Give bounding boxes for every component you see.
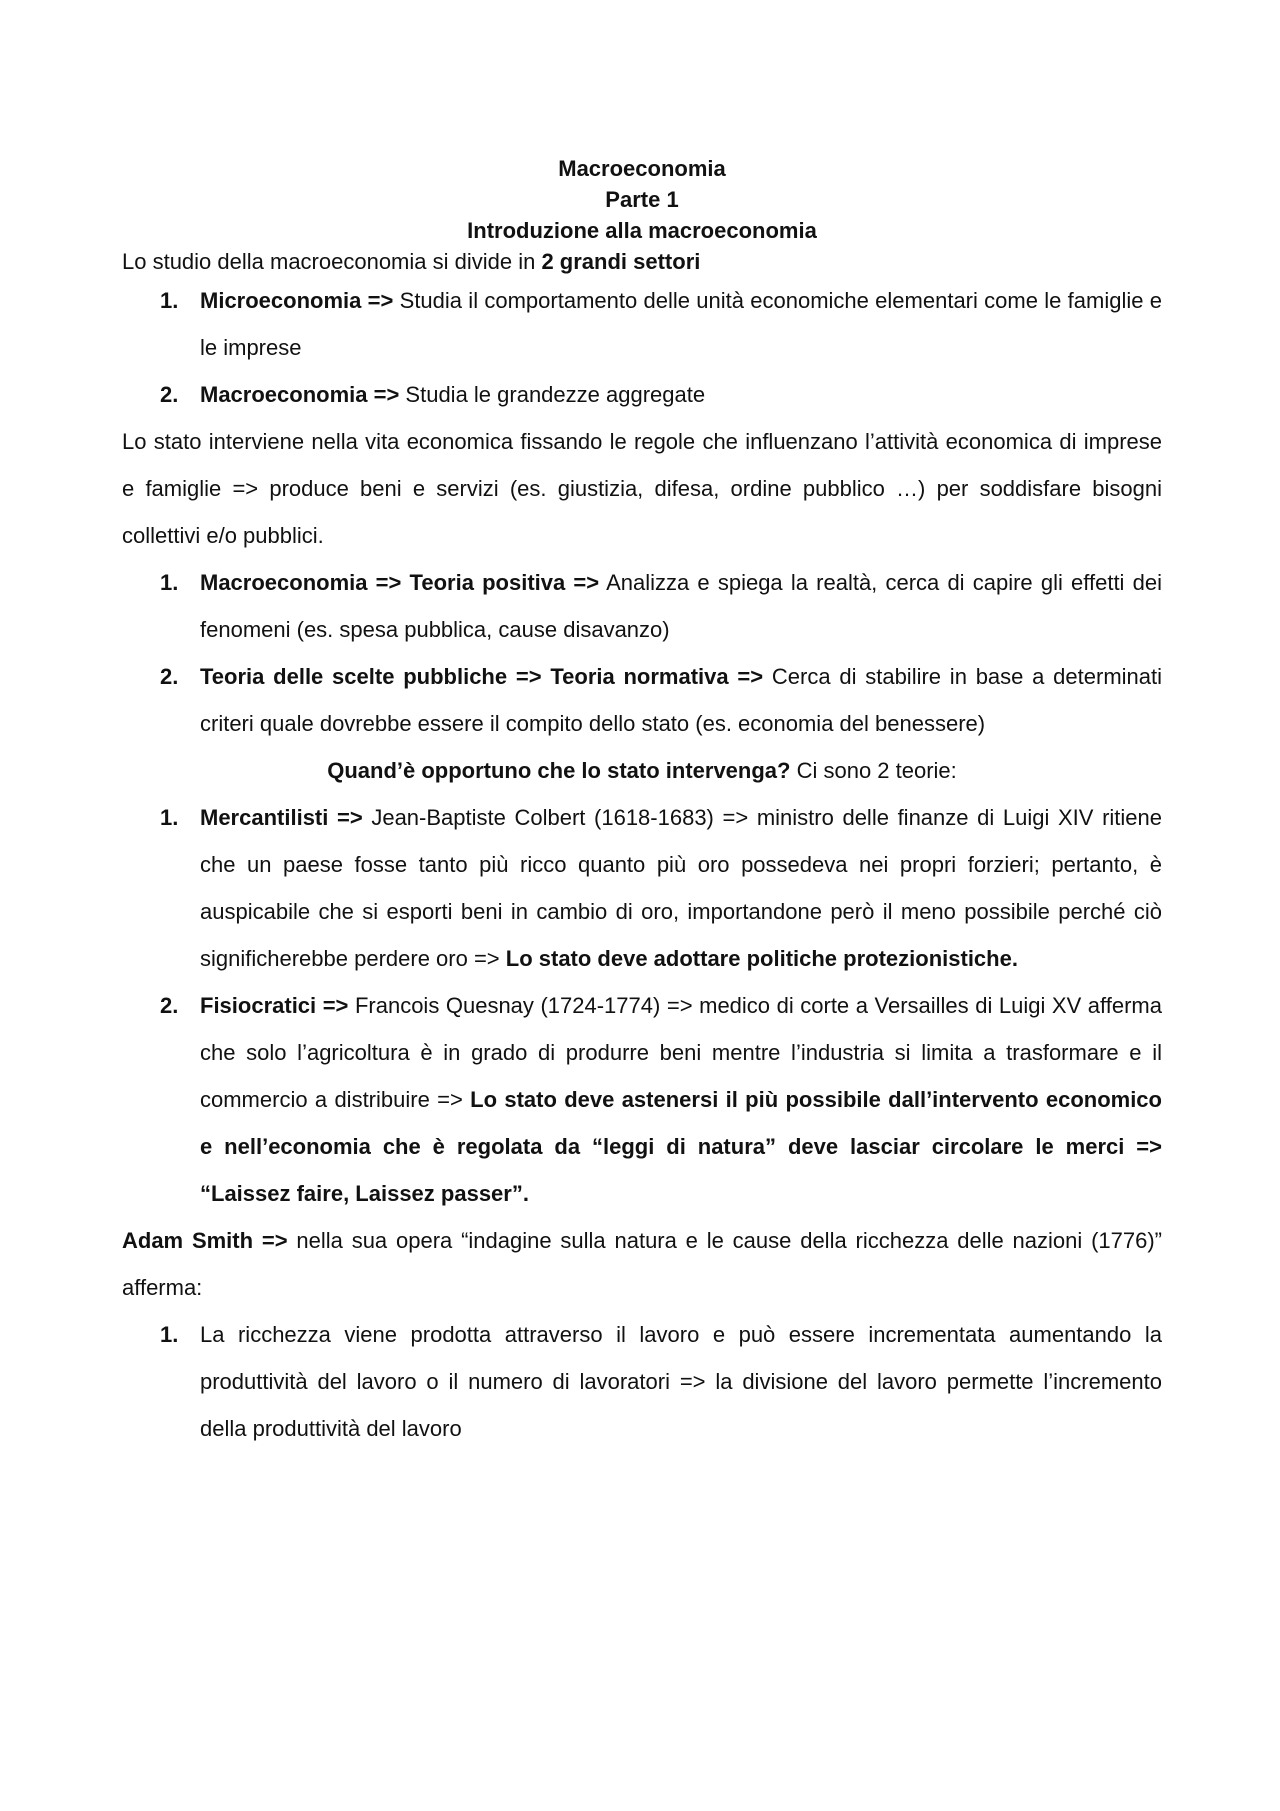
state-paragraph: Lo stato interviene nella vita economica fissando le regole che influenzano l’attività economica di imprese e famiglie => produce beni e servizi (es. giustizia, difesa, ordine pubblico …) per soddisfare bisogni collettivi e/o pubblici. [122, 429, 1162, 548]
sectors-list [122, 277, 1162, 418]
list-term: Macroeconomia => Teoria positiva => [200, 570, 600, 595]
schools-list [122, 794, 1162, 1217]
list-text: Francois Quesnay (1724-1774) => medico di corte a Versailles di Luigi XV afferma che solo l’agricoltura è in grado di produrre beni mentre l’industria si limita a trasformare e il commercio a distribuire => [200, 993, 1162, 1112]
list-item [122, 371, 1162, 418]
document-title: Macroeconomia [558, 156, 726, 181]
list-text: Cerca di stabilire in base a determinati criteri quale dovrebbe essere il compito dello stato (es. economia del benessere) [200, 664, 1163, 736]
list-term: Microeconomia => [200, 288, 394, 313]
document-subtitle: Introduzione alla macroeconomia [467, 218, 817, 243]
list-text: Studia le grandezze aggregate [399, 382, 706, 407]
list-number: 1. [160, 805, 179, 830]
smith-paragraph [122, 1217, 1162, 1311]
list-text: Studia il comportamento delle unità economiche elementari come le famiglie e le imprese [200, 288, 1162, 360]
list-term: Mercantilisti => [200, 805, 363, 830]
list-term: Fisiocratici => [200, 993, 349, 1018]
document-part: Parte 1 [605, 187, 679, 212]
intro-bold: 2 grandi settori [541, 249, 701, 274]
intro-text: Lo studio della macroeconomia si divide in [122, 249, 542, 274]
list-conclusion: Lo stato deve adottare politiche protezionistiche. [505, 946, 1018, 971]
list-number: 2. [160, 382, 179, 407]
smith-points-list [122, 1311, 1162, 1452]
list-number: 1. [160, 570, 179, 595]
list-number: 2. [160, 664, 179, 689]
list-item [122, 1311, 1162, 1452]
question-text: Ci sono 2 teorie: [790, 758, 957, 783]
list-item [122, 653, 1162, 747]
list-text: La ricchezza viene prodotta attraverso il lavoro e può essere incrementata aumentando la produttività del lavoro o il numero di lavoratori => la divisione del lavoro permette l’incremento della produttività del lavoro [200, 1322, 1162, 1441]
list-term: Teoria delle scelte pubbliche => Teoria normativa => [200, 664, 764, 689]
list-number: 1. [160, 288, 179, 313]
list-item [122, 277, 1162, 371]
question-bold: Quand’è opportuno che lo stato intervenga? [327, 758, 791, 783]
theories-list [122, 559, 1162, 747]
list-item [122, 794, 1162, 982]
smith-text: nella sua opera “indagine sulla natura e le cause della ricchezza delle nazioni (1776)” afferma: [122, 1228, 1163, 1300]
question-heading [122, 747, 1162, 794]
intro-paragraph [122, 246, 1162, 277]
list-item [122, 982, 1162, 1217]
document-body [122, 153, 1162, 1452]
list-number: 2. [160, 993, 179, 1018]
list-text: Jean-Baptiste Colbert (1618-1683) => ministro delle finanze di Luigi XIV ritiene che un paese fosse tanto più ricco quanto più oro possedeva nei propri forzieri; pertanto, è auspicabile che si esporti beni in cambio di oro, importandone però il meno possibile perché ciò significherebbe perdere oro => [200, 805, 1163, 971]
smith-term: Adam Smith => [122, 1228, 288, 1253]
list-text: Analizza e spiega la realtà, cerca di capire gli effetti dei fenomeni (es. spesa pubblica, cause disavanzo) [200, 570, 1162, 642]
list-conclusion: Lo stato deve astenersi il più possibile dall’intervento economico e nell’economia che è regolata da “leggi di natura” deve lasciar circolare le merci => “Laissez faire, Laissez passer”. [200, 1087, 1162, 1206]
list-term: Macroeconomia => [200, 382, 400, 407]
list-number: 1. [160, 1322, 179, 1347]
list-item [122, 559, 1162, 653]
